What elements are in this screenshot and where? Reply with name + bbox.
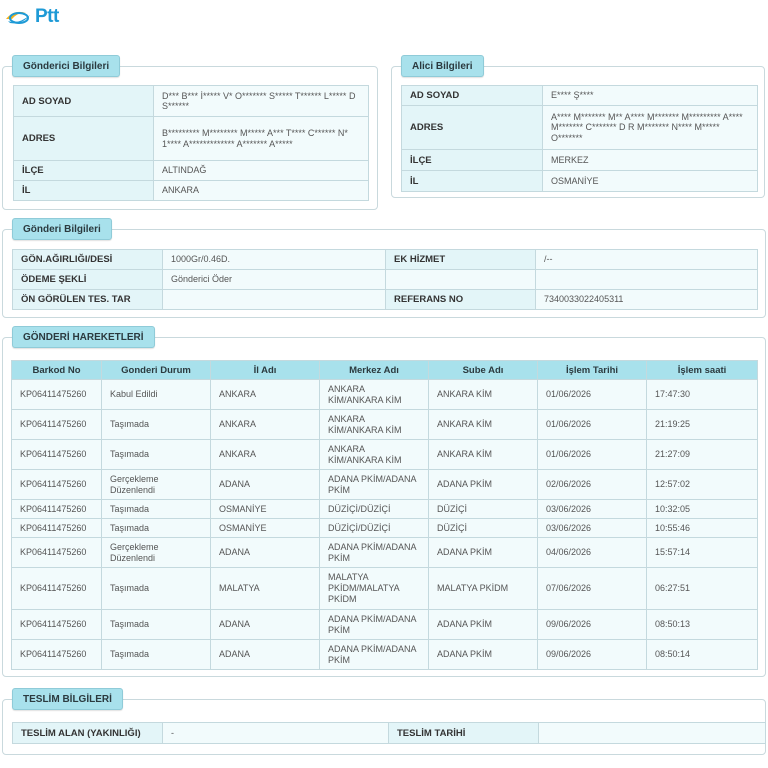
receiver-address-value: A**** M******* M** A**** M******* M********* A**** M******* C******* D R M******* N**** M***** O******* <box>543 106 758 150</box>
cell-status: Taşımada <box>102 440 211 470</box>
receiver-tab[interactable]: Alici Bilgileri <box>401 55 484 77</box>
cell-center: DÜZİÇİ/DÜZİÇİ <box>320 519 429 538</box>
cell-barcode: KP06411475260 <box>12 500 102 519</box>
extra-service-label: EK HİZMET <box>386 250 536 270</box>
col-header-city: İl Adı <box>211 361 320 380</box>
delivery-date-label: TESLİM TARİHİ <box>389 723 539 744</box>
cell-time: 08:50:14 <box>647 640 758 670</box>
sender-city-label: İL <box>14 181 154 201</box>
shipment-row-1 <box>13 250 758 270</box>
delivery-date-value <box>539 723 766 744</box>
receiver-row-address <box>402 106 758 150</box>
receiver-city-label: İL <box>402 171 543 192</box>
cell-status: Taşımada <box>102 410 211 440</box>
cell-city: ANKARA <box>211 440 320 470</box>
cell-status: Gerçekleme Düzenlendi <box>102 538 211 568</box>
empty-cell <box>536 270 758 290</box>
cell-time: 17:47:30 <box>647 380 758 410</box>
cell-date: 02/06/2026 <box>538 470 647 500</box>
cell-center: ADANA PKİM/ADANA PKİM <box>320 538 429 568</box>
cell-barcode: KP06411475260 <box>12 640 102 670</box>
shipment-row-3 <box>13 290 758 310</box>
ptt-swoosh-icon <box>4 7 34 27</box>
receiver-city-value: OSMANİYE <box>543 171 758 192</box>
sender-address-label: ADRES <box>14 117 154 161</box>
eta-label: ÖN GÖRÜLEN TES. TAR <box>13 290 163 310</box>
cell-status: Taşımada <box>102 640 211 670</box>
sender-name-value: D*** B*** İ***** V* O******* S***** T****** L***** D S****** <box>154 86 369 117</box>
cell-branch: ADANA PKİM <box>429 640 538 670</box>
delivery-tab[interactable]: TESLİM BİLGİLERİ <box>12 688 123 710</box>
movement-row <box>12 500 758 519</box>
sender-name-label: AD SOYAD <box>14 86 154 117</box>
cell-date: 01/06/2026 <box>538 440 647 470</box>
sender-row-name <box>14 86 369 117</box>
reference-label: REFERANS NO <box>386 290 536 310</box>
cell-time: 15:57:14 <box>647 538 758 568</box>
receiver-address-label: ADRES <box>402 106 543 150</box>
cell-barcode: KP06411475260 <box>12 568 102 610</box>
cell-status: Taşımada <box>102 610 211 640</box>
cell-center: ANKARA KİM/ANKARA KİM <box>320 380 429 410</box>
payment-label: ÖDEME ŞEKLİ <box>13 270 163 290</box>
cell-branch: ANKARA KİM <box>429 380 538 410</box>
col-header-status: Gonderi Durum <box>102 361 211 380</box>
cell-branch: MALATYA PKİDM <box>429 568 538 610</box>
movement-row <box>12 568 758 610</box>
cell-date: 01/06/2026 <box>538 410 647 440</box>
cell-city: ADANA <box>211 538 320 568</box>
col-header-time: İşlem saati <box>647 361 758 380</box>
cell-branch: DÜZİÇİ <box>429 500 538 519</box>
cell-barcode: KP06411475260 <box>12 410 102 440</box>
delivery-row <box>13 723 766 744</box>
cell-date: 01/06/2026 <box>538 380 647 410</box>
col-header-date: İşlem Tarihi <box>538 361 647 380</box>
receiver-name-label: AD SOYAD <box>402 86 543 106</box>
ptt-logo <box>4 6 59 28</box>
cell-center: DÜZİÇİ/DÜZİÇİ <box>320 500 429 519</box>
cell-center: ANKARA KİM/ANKARA KİM <box>320 440 429 470</box>
cell-city: ANKARA <box>211 410 320 440</box>
cell-status: Kabul Edildi <box>102 380 211 410</box>
cell-city: OSMANİYE <box>211 500 320 519</box>
cell-center: ANKARA KİM/ANKARA KİM <box>320 410 429 440</box>
receiver-table <box>401 85 758 192</box>
cell-time: 10:32:05 <box>647 500 758 519</box>
cell-date: 03/06/2026 <box>538 519 647 538</box>
sender-table <box>13 85 369 201</box>
cell-date: 09/06/2026 <box>538 610 647 640</box>
cell-center: ADANA PKİM/ADANA PKİM <box>320 470 429 500</box>
cell-status: Gerçekleme Düzenlendi <box>102 470 211 500</box>
shipment-row-2 <box>13 270 758 290</box>
cell-status: Taşımada <box>102 519 211 538</box>
movement-row <box>12 640 758 670</box>
receiver-row-name <box>402 86 758 106</box>
sender-row-city <box>14 181 369 201</box>
sender-address-value: B********* M******** M***** A*** T**** C****** N* 1**** A************* A******* A***** <box>154 117 369 161</box>
cell-city: OSMANİYE <box>211 519 320 538</box>
cell-barcode: KP06411475260 <box>12 538 102 568</box>
cell-center: ADANA PKİM/ADANA PKİM <box>320 640 429 670</box>
col-header-branch: Sube Adı <box>429 361 538 380</box>
col-header-center: Merkez Adı <box>320 361 429 380</box>
receiver-district-label: İLÇE <box>402 150 543 171</box>
cell-barcode: KP06411475260 <box>12 470 102 500</box>
cell-city: ADANA <box>211 640 320 670</box>
cell-date: 04/06/2026 <box>538 538 647 568</box>
sender-district-value: ALTINDAĞ <box>154 161 369 181</box>
cell-date: 07/06/2026 <box>538 568 647 610</box>
sender-row-district <box>14 161 369 181</box>
movement-row <box>12 380 758 410</box>
payment-value: Gönderici Öder <box>163 270 386 290</box>
cell-time: 21:27:09 <box>647 440 758 470</box>
col-header-barcode: Barkod No <box>12 361 102 380</box>
cell-branch: ADANA PKİM <box>429 610 538 640</box>
cell-barcode: KP06411475260 <box>12 380 102 410</box>
cell-barcode: KP06411475260 <box>12 610 102 640</box>
cell-city: ANKARA <box>211 380 320 410</box>
movements-tab[interactable]: GÖNDERİ HAREKETLERİ <box>12 326 155 348</box>
cell-barcode: KP06411475260 <box>12 440 102 470</box>
extra-service-value: /-- <box>536 250 758 270</box>
movement-row <box>12 610 758 640</box>
receiver-row-district <box>402 150 758 171</box>
sender-district-label: İLÇE <box>14 161 154 181</box>
cell-branch: DÜZİÇİ <box>429 519 538 538</box>
cell-time: 08:50:13 <box>647 610 758 640</box>
cell-city: ADANA <box>211 470 320 500</box>
cell-date: 09/06/2026 <box>538 640 647 670</box>
sender-city-value: ANKARA <box>154 181 369 201</box>
movements-header-row <box>12 361 758 380</box>
weight-value: 1000Gr/0.46D. <box>163 250 386 270</box>
sender-tab[interactable]: Gönderici Bilgileri <box>12 55 120 77</box>
cell-time: 06:27:51 <box>647 568 758 610</box>
cell-branch: ADANA PKİM <box>429 470 538 500</box>
cell-branch: ANKARA KİM <box>429 410 538 440</box>
ptt-logo-text: Ptt <box>35 6 59 27</box>
reference-value: 7340033022405311 <box>536 290 758 310</box>
movement-row <box>12 519 758 538</box>
cell-branch: ADANA PKİM <box>429 538 538 568</box>
delivery-recipient-value: - <box>163 723 389 744</box>
cell-date: 03/06/2026 <box>538 500 647 519</box>
cell-center: ADANA PKİM/ADANA PKİM <box>320 610 429 640</box>
movements-table <box>11 360 758 670</box>
cell-barcode: KP06411475260 <box>12 519 102 538</box>
cell-city: ADANA <box>211 610 320 640</box>
shipment-tab[interactable]: Gönderi Bilgileri <box>12 218 112 240</box>
eta-value <box>163 290 386 310</box>
receiver-name-value: E**** Ş**** <box>543 86 758 106</box>
weight-label: GÖN.AĞIRLIĞI/DESİ <box>13 250 163 270</box>
cell-time: 10:55:46 <box>647 519 758 538</box>
cell-city: MALATYA <box>211 568 320 610</box>
movement-row <box>12 538 758 568</box>
cell-time: 21:19:25 <box>647 410 758 440</box>
cell-status: Taşımada <box>102 500 211 519</box>
cell-center: MALATYA PKİDM/MALATYA PKİDM <box>320 568 429 610</box>
empty-cell <box>386 270 536 290</box>
delivery-recipient-label: TESLİM ALAN (YAKINLIĞI) <box>13 723 163 744</box>
shipment-table <box>12 249 758 310</box>
receiver-row-city <box>402 171 758 192</box>
movements-body <box>12 380 758 670</box>
cell-status: Taşımada <box>102 568 211 610</box>
cell-branch: ANKARA KİM <box>429 440 538 470</box>
delivery-table <box>12 722 766 744</box>
sender-row-address <box>14 117 369 161</box>
movement-row <box>12 440 758 470</box>
movement-row <box>12 410 758 440</box>
movement-row <box>12 470 758 500</box>
cell-time: 12:57:02 <box>647 470 758 500</box>
receiver-district-value: MERKEZ <box>543 150 758 171</box>
